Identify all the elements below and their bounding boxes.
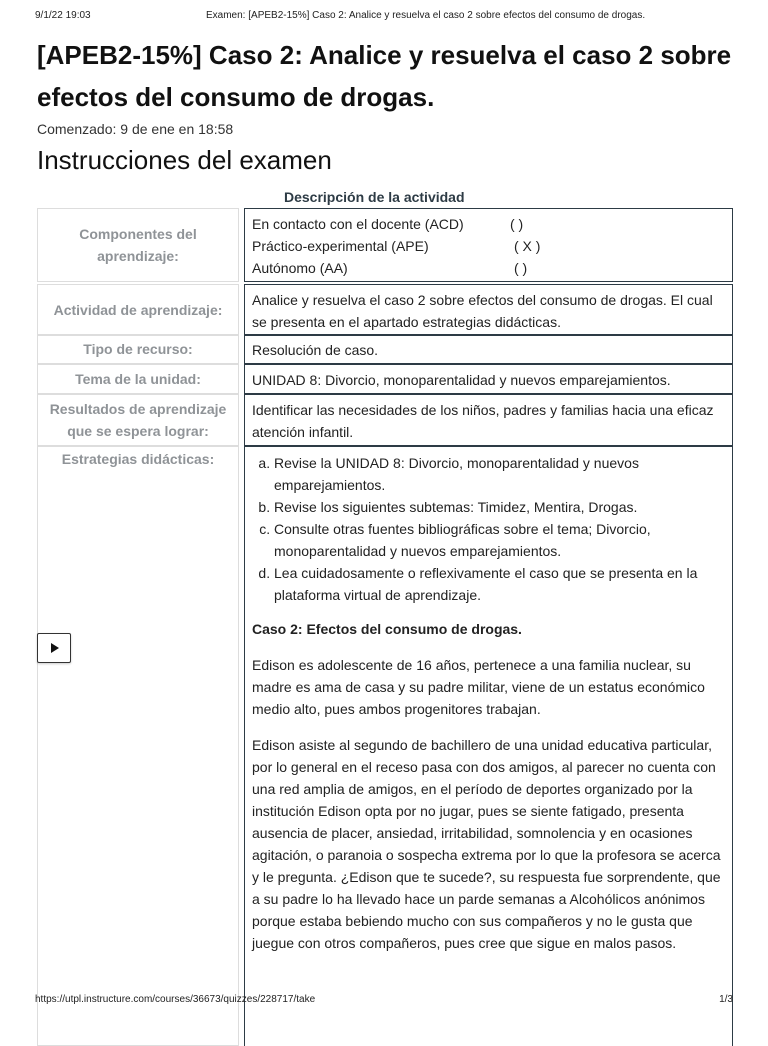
strategies-list	[252, 452, 725, 606]
print-url: https://utpl.instructure.com/courses/36673/quizzes/228717/take	[35, 994, 316, 1005]
table-row-tipo-recurso	[37, 334, 733, 364]
case-paragraph: Edison asiste al segundo de bachillero de una unidad educativa particular, por lo general en el receso pasa con dos amigos, al parecer no cuenta con una red amplia de amigos, en el período de deportes organizado por la institución Edison opta por no jugar, pues se siente fatigado, presenta ausencia de placer, ansiedad, irritabilidad, somnolencia y en ocasiones agitación, o paranoia o sospecha extrema por lo que la profesora se acerca y le pregunta. ¿Edison que te sucede?, su respuesta fue sorprendente, que a su padre lo ha llevado hace un parde semanas a Alcohólicos anónimos porque estaba bebiendo mucho con sus compañeros y no le gusta que juegue con otros compañeros, pues cree que sigue en malos pasos.	[252, 737, 721, 951]
print-date: 9/1/22 19:03	[35, 10, 91, 21]
list-item: b. Revise los siguientes subtemas: Timidez, Mentira, Drogas.	[274, 496, 725, 518]
row-value-tipo-recurso: Resolución de caso.	[244, 334, 733, 364]
component-ape	[252, 235, 725, 257]
list-item: c. Consulte otras fuentes bibliográficas sobre el tema; Divorcio, monoparentalidad y nuevos emparejamientos.	[274, 518, 725, 562]
print-page-number: 1/3	[719, 994, 733, 1005]
list-item: d. Lea cuidadosamente o reflexivamente el caso que se presenta en la plataforma virtual de aprendizaje.	[274, 562, 725, 606]
row-value-tema-unidad: UNIDAD 8: Divorcio, monoparentalidad y nuevos emparejamientos.	[244, 364, 733, 394]
activity-description-caption: Descripción de la actividad	[284, 189, 465, 205]
started-timestamp: Comenzado: 9 de ene en 18:58	[37, 121, 234, 137]
print-header	[0, 10, 768, 26]
component-name: En contacto con el docente (ACD)	[252, 216, 464, 232]
row-label-tipo-recurso: Tipo de recurso:	[37, 334, 239, 364]
component-aa	[252, 257, 725, 279]
table-row-actividad	[37, 284, 733, 336]
row-value-estrategias	[244, 446, 733, 1046]
components-cell	[244, 208, 733, 282]
component-acd	[252, 213, 725, 235]
row-label-actividad: Actividad de aprendizaje:	[37, 284, 239, 336]
row-value-actividad: Analice y resuelva el caso 2 sobre efectos del consumo de drogas. El cual se presenta en el apartado estrategias didácticas.	[244, 284, 733, 336]
list-item: a. Revise la UNIDAD 8: Divorcio, monoparentalidad y nuevos emparejamientos.	[274, 452, 725, 496]
component-name: Práctico-experimental (APE)	[252, 238, 429, 254]
print-page-title: Examen: [APEB2-15%] Caso 2: Analice y resuelva el caso 2 sobre efectos del consumo de drogas.	[206, 10, 646, 21]
table-row-estrategias	[37, 446, 733, 1046]
case-paragraph: Edison es adolescente de 16 años, pertenece a una familia nuclear, su madre es ama de casa y su padre militar, viene de un estatus económico medio alto, pues ambos progenitores trabajan.	[252, 657, 705, 717]
print-footer	[0, 994, 768, 1010]
component-mark: ( )	[510, 216, 524, 232]
quiz-title: [APEB2-15%] Caso 2: Analice y resuelva el caso 2 sobre efectos del consumo de drogas.	[37, 40, 732, 112]
table-row-resultados	[37, 394, 733, 446]
case-heading: Caso 2: Efectos del consumo de drogas.	[252, 621, 522, 637]
row-label-tema-unidad: Tema de la unidad:	[37, 364, 239, 394]
component-name: Autónomo (AA)	[252, 260, 348, 276]
play-icon	[51, 643, 59, 653]
row-label-componentes: Componentes del aprendizaje:	[37, 208, 239, 282]
row-label-resultados: Resultados de aprendizaje que se espera lograr:	[37, 394, 239, 446]
component-mark: ( )	[514, 260, 528, 276]
row-label-estrategias: Estrategias didácticas:	[37, 446, 239, 1046]
table-row-tema-unidad	[37, 364, 733, 394]
instructions-heading: Instrucciones del examen	[37, 145, 332, 175]
table-row-componentes	[37, 208, 733, 282]
media-play-button[interactable]	[37, 633, 71, 663]
row-value-resultados: Identificar las necesidades de los niños, padres y familias hacia una eficaz atención infantil.	[244, 394, 733, 446]
component-mark: ( X )	[514, 238, 541, 254]
